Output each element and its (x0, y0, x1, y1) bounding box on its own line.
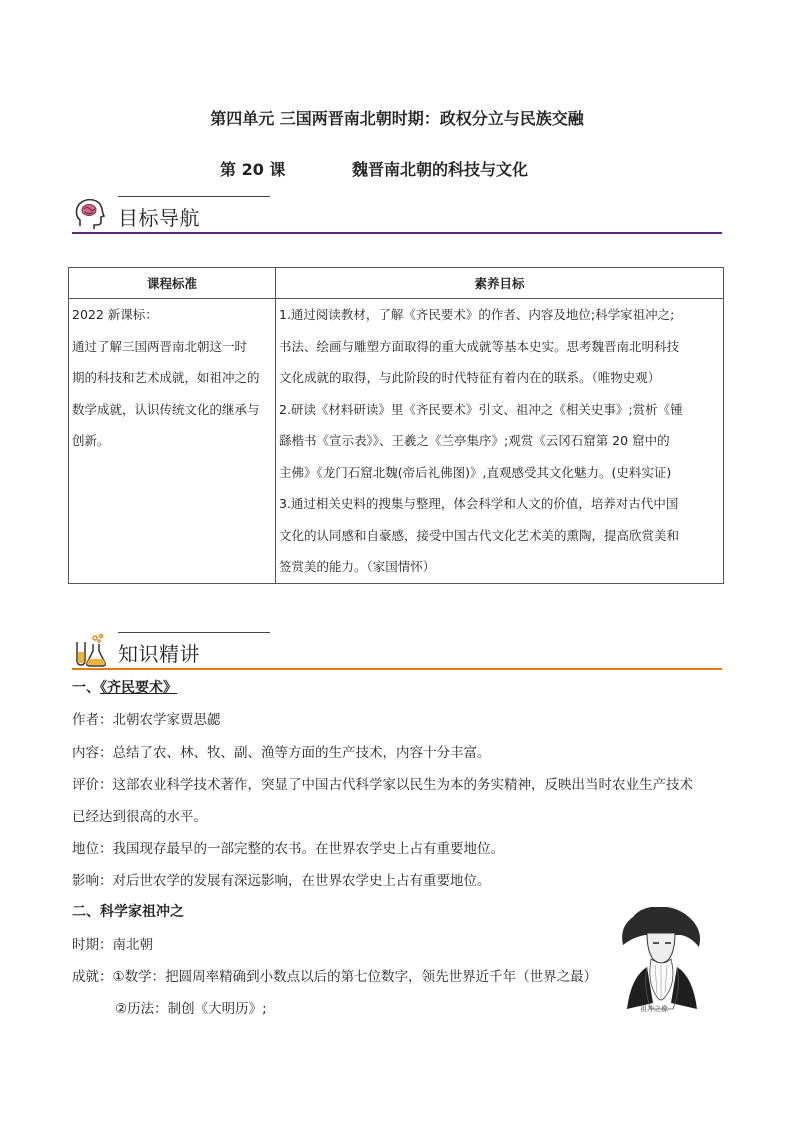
goals-header-divider (72, 232, 722, 234)
col-literacy-header: 素养目标 (276, 268, 724, 299)
achievement-math-line: 成就：①数学：把圆周率精确到小数点以后的第七位数字，领先世界近千年（世界之最） (72, 969, 598, 985)
literacy-line: 文化成就的取得，与此阶段的时代特征有着内在的联系。（唯物史观） (279, 370, 661, 385)
zu-chongzhi-portrait (617, 903, 707, 1013)
status-line: 地位：我国现存最早的一部完整的农书。在世界农学史上占有重要地位。 (72, 841, 504, 857)
part2-heading: 二、科学家祖冲之 (72, 904, 184, 920)
literacy-line: 繇楷书《宣示表》》、王羲之《兰亭集序》;观赏《云冈石窟第 20 窟中的 (279, 433, 670, 448)
col-standard-header: 课程标准 (69, 268, 276, 299)
knowledge-header-divider (72, 668, 722, 670)
lab-flask-icon (72, 632, 108, 668)
part1-heading (72, 677, 177, 697)
part1-book-title: 《齐民要术》 (100, 680, 177, 696)
goals-section-header (72, 196, 722, 236)
part1-number: 一、 (72, 680, 100, 696)
goals-table (68, 267, 724, 584)
evaluation-line-2: 已经达到很高的水平。 (72, 809, 207, 825)
literacy-line: 2.研读《材料研读》里《齐民要术》引文、祖冲之《相关史事》;赏析《锺 (279, 401, 683, 417)
goals-table-row (69, 299, 724, 584)
standard-cell (69, 299, 276, 584)
knowledge-header-top-rule (118, 632, 270, 633)
knowledge-section-header (72, 632, 722, 672)
standard-line: 2022 新课标： (72, 307, 158, 322)
standard-line: 创新。 (72, 433, 110, 448)
influence-line: 影响：对后世农学的发展有深远影响，在世界农学史上占有重要地位。 (72, 873, 491, 889)
lesson-title: 魏晋南北朝的科技与文化 (352, 160, 529, 179)
literacy-line: 1.通过阅读教材，了解《齐民要术》的作者、内容及地位;科学家祖冲之; (279, 307, 675, 322)
literacy-line: 签赏美的能力。（家国情怀） (279, 559, 436, 574)
unit-title: 第四单元 三国两晋南北朝时期：政权分立与民族交融 (210, 109, 584, 128)
lesson-number: 第 20 课 (220, 160, 286, 179)
knowledge-section-title: 知识精讲 (118, 642, 200, 666)
standard-line: 数学成就，认识传统文化的继承与 (72, 401, 260, 417)
goals-header-top-rule (118, 196, 270, 197)
period-line: 时期：南北朝 (72, 937, 153, 953)
literacy-line: 主佛》《龙门石窟北魏(帝后礼佛图)》,直观感受其文化魅力。(史料实证) (279, 464, 672, 480)
evaluation-line-1: 评价：这部农业科学技术著作，突显了中国古代科学家以民生为本的务实精神，反映出当时农业生产技术 (72, 777, 693, 793)
content-line: 内容：总结了农、林、牧、副、渔等方面的生产技术，内容十分丰富。 (72, 745, 491, 761)
literacy-line: 文化的认同感和自豪感，接受中国古代文化艺术美的熏陶，提高欣赏美和 (279, 527, 680, 543)
author-line: 作者：北朝农学家贾思勰 (72, 712, 221, 728)
goals-table-header-row (69, 268, 724, 299)
portrait-caption: 祖冲之像 (640, 1005, 668, 1013)
goals-section-title: 目标导航 (118, 206, 200, 230)
standard-line: 通过了解三国两晋南北朝这一时 (72, 338, 248, 354)
literacy-line: 3.通过相关史料的搜集与整理，体会科学和人文的价值，培养对古代中国 (279, 496, 679, 511)
literacy-line: 书法、绘画与雕塑方面取得的重大成就等基本史实。思考魏晋南北明科技 (279, 338, 680, 354)
brain-head-icon (72, 196, 108, 232)
literacy-cell (276, 299, 724, 584)
standard-line: 期的科技和艺术成就，如祖冲之的 (72, 370, 260, 385)
achievement-calendar-line: ②历法：制创《大明历》; (115, 1001, 267, 1017)
